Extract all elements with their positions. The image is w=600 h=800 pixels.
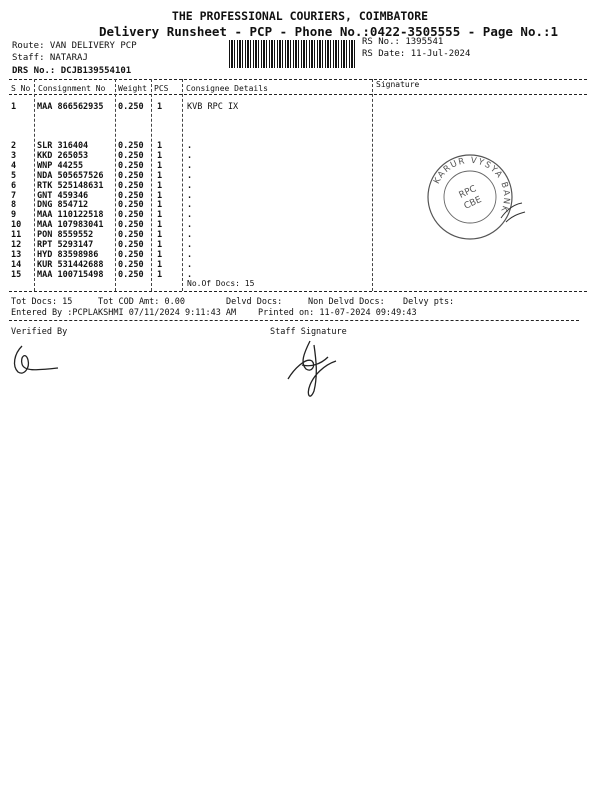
row-sno: 5: [11, 170, 17, 181]
row-consignee-details: .: [187, 230, 193, 241]
row-pcs: 1: [157, 220, 163, 231]
row-pcs: 1: [157, 150, 163, 161]
row-weight: 0.250: [118, 170, 144, 181]
row-consignment-no: KUR 531442688: [37, 259, 104, 270]
row-consignee-details: .: [187, 249, 193, 260]
row-consignee-details: .: [187, 150, 193, 161]
row-weight: 0.250: [118, 150, 144, 161]
col-divider: [182, 79, 183, 291]
row-pcs: 1: [157, 180, 163, 191]
row-consignee-details: .: [187, 180, 193, 191]
delvy-pts: Delvy pts:: [403, 297, 455, 307]
tot-cod-amt: Tot COD Amt: 0.00: [98, 297, 185, 307]
row-sno: 8: [11, 200, 17, 211]
row-pcs: 1: [157, 210, 163, 221]
row-sno: 3: [11, 150, 17, 161]
row-pcs: 1: [157, 190, 163, 201]
row-weight: 0.250: [118, 269, 144, 280]
row-sno: 11: [11, 230, 22, 241]
row-sno: 10: [11, 220, 22, 231]
row-consignee-details: .: [187, 141, 193, 151]
col-divider: [34, 79, 35, 291]
row-weight: 0.250: [118, 210, 144, 221]
row-consignment-no: RTK 525148631: [37, 180, 104, 191]
table-top-rule: [9, 79, 587, 80]
row-pcs: 1: [157, 102, 163, 112]
col-header-consignment: Consignment No: [38, 84, 106, 93]
row-sno: 13: [11, 249, 22, 260]
row-consignee-details: .: [187, 220, 193, 231]
delvd-docs: Delvd Docs:: [226, 297, 283, 307]
row-weight: 0.250: [118, 240, 144, 250]
row-consignment-no: WNP 44255: [37, 160, 84, 171]
row-consignment-no: MAA 100715498: [37, 269, 104, 280]
row-consignee-details: .: [187, 210, 193, 221]
verified-by-label: Verified By: [11, 327, 68, 337]
table-bottom-rule: [9, 291, 587, 292]
row-consignee-details: KVB RPC IX: [187, 102, 239, 112]
entered-by: Entered By :PCPLAKSHMI 07/11/2024 9:11:43 AM: [11, 308, 237, 318]
row-consignment-no: MAA 107983041: [37, 220, 104, 231]
row-consignee-details: .: [187, 170, 193, 181]
company-title: THE PROFESSIONAL COURIERS, COIMBATORE: [171, 9, 429, 23]
row-pcs: 1: [157, 240, 163, 250]
col-divider: [115, 79, 116, 291]
printed-on: Printed on: 11-07-2024 09:49:43: [258, 308, 417, 318]
drs-number: DRS No.: DCJB139554101: [12, 66, 132, 76]
verifier-signature: [8, 340, 64, 384]
footer-rule: [9, 320, 579, 321]
route-label: Route: VAN DELIVERY PCP: [12, 41, 137, 51]
row-consignee-details: .: [187, 240, 193, 250]
col-divider: [372, 79, 373, 291]
svg-text:KARUR VYSYA BANK: KARUR VYSYA BANK: [432, 155, 512, 215]
row-weight: 0.250: [118, 141, 144, 151]
barcode: [229, 40, 357, 68]
col-header-sno: S No: [11, 84, 31, 93]
row-consignment-no: RPT 5293147: [37, 240, 94, 250]
non-delvd-docs: Non Delvd Docs:: [308, 297, 385, 307]
no-of-docs: No.Of Docs: 15: [187, 279, 255, 288]
row-pcs: 1: [157, 230, 163, 241]
row-weight: 0.250: [118, 249, 144, 260]
row-sno: 4: [11, 160, 17, 171]
row-sno: 15: [11, 269, 22, 280]
row-pcs: 1: [157, 269, 163, 280]
row-weight: 0.250: [118, 230, 144, 241]
row-consignment-no: NDA 505657526: [37, 170, 104, 181]
col-divider: [151, 79, 152, 291]
row-consignment-no: DNG 854712: [37, 200, 89, 211]
staff-signature: [280, 335, 350, 407]
row-weight: 0.250: [118, 160, 144, 171]
table-header-rule: [9, 94, 587, 95]
row-pcs: 1: [157, 160, 163, 171]
svg-text:CBE: CBE: [462, 194, 484, 212]
row-pcs: 1: [157, 259, 163, 270]
bank-stamp: [425, 152, 515, 242]
row-consignment-no: HYD 83598986: [37, 249, 99, 260]
row-consignment-no: GNT 459346: [37, 190, 89, 201]
row-pcs: 1: [157, 200, 163, 211]
row-consignee-details: .: [187, 269, 193, 280]
row-sno: 9: [11, 210, 17, 221]
row-sno: 1: [11, 102, 17, 112]
row-consignment-no: PON 8559552: [37, 230, 94, 241]
row-pcs: 1: [157, 141, 163, 151]
row-consignment-no: SLR 316404: [37, 141, 89, 151]
row-consignee-details: .: [187, 160, 193, 171]
row-weight: 0.250: [118, 259, 144, 270]
row-sno: 14: [11, 259, 22, 270]
col-header-weight: Weight: [118, 84, 147, 93]
row-weight: 0.250: [118, 190, 144, 201]
rs-date: RS Date: 11-Jul-2024: [362, 49, 471, 59]
row-sno: 2: [11, 141, 17, 151]
rs-number: RS No.: 1395541: [362, 37, 444, 47]
svg-text:RPC: RPC: [457, 184, 479, 201]
row-consignment-no: MAA 110122518: [37, 210, 104, 221]
row-sno: 12: [11, 240, 22, 250]
row-weight: 0.250: [118, 102, 144, 112]
staff-signature-label: Staff Signature: [270, 327, 347, 337]
tot-docs: Tot Docs: 15: [11, 297, 73, 307]
row-consignment-no: KKD 265053: [37, 150, 89, 161]
row-sno: 7: [11, 190, 17, 201]
row-weight: 0.250: [118, 200, 144, 211]
row-pcs: 1: [157, 170, 163, 181]
row-consignee-details: .: [187, 200, 193, 211]
row-sno: 6: [11, 180, 17, 191]
row-pcs: 1: [157, 249, 163, 260]
stamp-initials: [498, 200, 528, 226]
runsheet-subtitle: Delivery Runsheet - PCP - Phone No.:0422-3505555 - Page No.:1: [99, 24, 559, 39]
staff-label: Staff: NATARAJ: [12, 53, 88, 63]
col-header-signature: Signature: [376, 80, 420, 89]
row-consignment-no: MAA 866562935: [37, 102, 104, 112]
row-consignee-details: .: [187, 259, 193, 270]
row-consignee-details: .: [187, 190, 193, 201]
row-weight: 0.250: [118, 220, 144, 231]
col-header-consignee: Consignee Details: [186, 84, 268, 93]
row-weight: 0.250: [118, 180, 144, 191]
col-header-pcs: PCS: [154, 84, 169, 93]
